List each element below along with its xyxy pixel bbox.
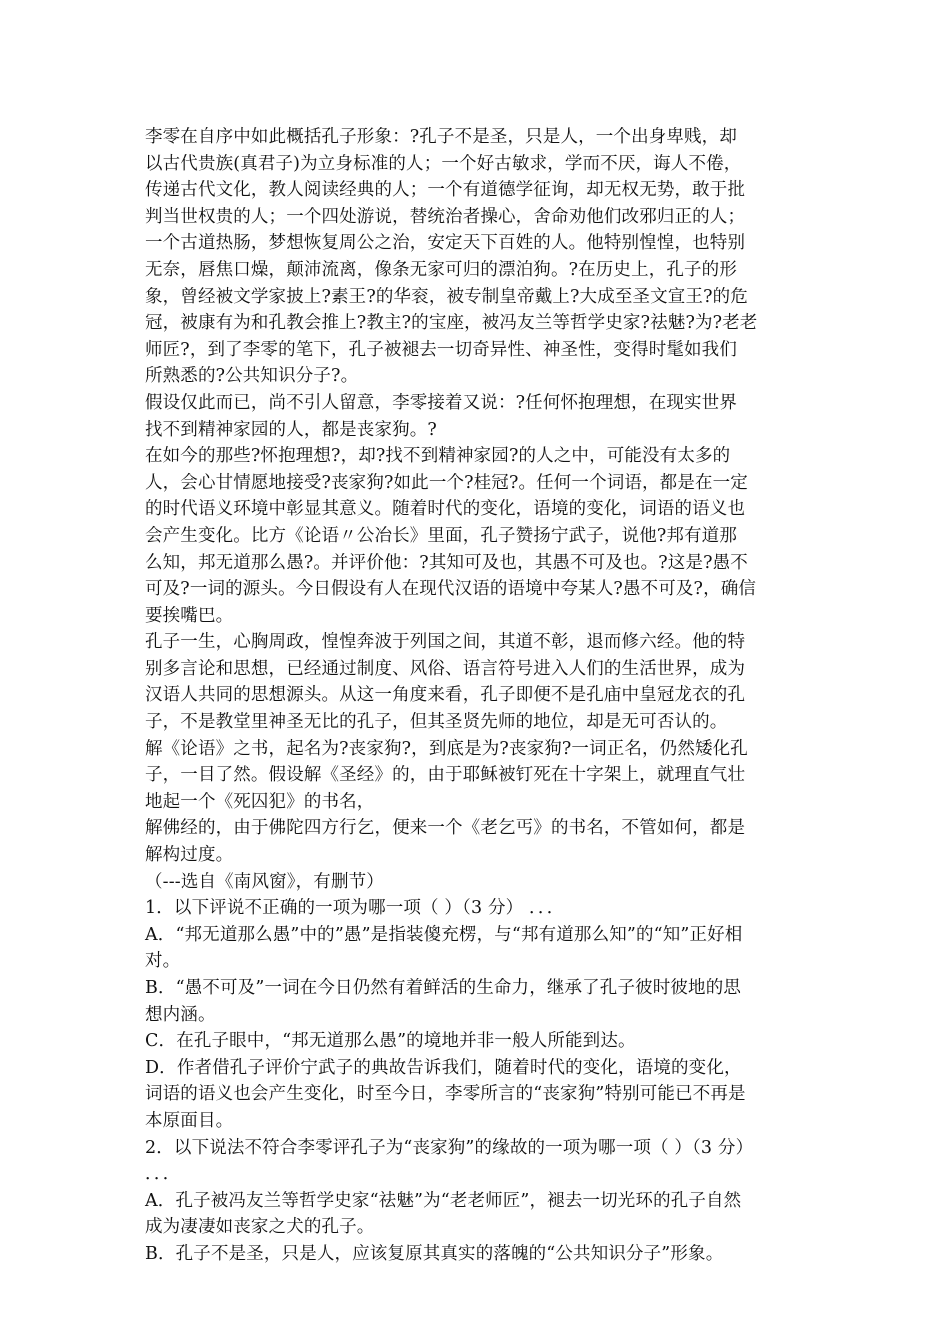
text-line-6: 无奈，唇焦口燥，颠沛流离，像条无家可归的漂泊狗。?在历史上，孔子的形 [145,259,737,280]
text-line-26: 地起一个《死囚犯》的书名， [145,791,375,812]
text-line-1: 李零在自序中如此概括孔子形象：?孔子不是圣，只是人，一个出身卑贱，却 [145,127,737,147]
text-line-7: 象，曾经被文学家披上?素王?的华衮，被专制皇帝戴上?大成至圣文宣王?的危 [145,286,748,307]
question-2: 2．以下说法不符合李零评孔子为“丧家狗”的缘故的一项为哪一项（ ）（3 分） [145,1137,754,1158]
text-line-23: 子，不是教堂里神圣无比的孔子，但其圣贤先师的地位，却是无可否认的。 [145,712,728,733]
text-line-16: 会产生变化。比方《论语〃公冶长》里面，孔子赞扬宁武子，说他?邦有道那 [145,525,737,546]
text-line-24: 解《论语》之书，起名为?丧家狗?，到底是为?丧家狗?一词正名，仍然矮化孔 [145,738,748,759]
q1-option-d-cont-2: 本原面目。 [145,1110,234,1131]
text-line-15: 的时代语义环境中彰显其意义。随着时代的变化，语境的变化，词语的语义也 [145,499,746,520]
document-body [145,124,805,1268]
text-line-27: 解佛经的，由于佛陀四方行乞，便来一个《老乞丐》的书名，不管如何，都是 [145,818,746,839]
text-line-13: 在如今的那些?怀抱理想?，却?找不到精神家园?的人之中，可能没有太多的 [145,446,731,467]
source-note: （---选自《南风窗》，有删节） [145,871,384,892]
q2-option-a-cont: 成为凄凄如丧家之犬的孔子。 [145,1217,375,1238]
text-line-18: 可及?一词的源头。今日假设有人在现代汉语的语境中夸某人?愚不可及?，确信 [145,579,757,600]
text-line-4: 判当世权贵的人；一个四处游说，替统治者操心，舍命劝他们改邪归正的人； [145,206,746,227]
text-line-8: 冠，被康有为和孔教会推上?教主?的宝座，被冯友兰等哲学史家?祛魅?为?老老 [145,313,758,334]
q1-option-b: B．“愚不可及”一词在今日仍然有着鲜活的生命力，继承了孔子彼时彼地的思 [145,978,742,998]
text-line-20: 孔子一生，心胸周政，惶惶奔波于列国之间，其道不彰，退而修六经。他的特 [145,632,746,653]
text-line-12: 找不到精神家园的人，都是丧家狗。? [145,419,437,440]
text-line-17: 么知，邦无道那么愚?。并评价他：?其知可及也，其愚不可及也。?这是?愚不 [145,552,748,573]
q1-option-c: C．在孔子眼中，“邦无道那么愚”的境地并非一般人所能到达。 [145,1031,636,1052]
q1-option-b-cont: 想内涵。 [145,1004,216,1025]
text-line-5: 一个古道热肠，梦想恢复周公之治，安定天下百姓的人。他特别惶惶，也特别 [145,233,746,254]
text-line-10: 所熟悉的?公共知识分子?。 [145,366,359,387]
q1-option-d: D．作者借孔子评价宁武子的典故告诉我们，随着时代的变化，语境的变化， [145,1057,742,1078]
text-line-21: 别多言论和思想，已经通过制度、风俗、语言符号进入人们的生活世界，成为 [145,658,746,679]
q2-option-b: B．孔子不是圣，只是人，应该复原其真实的落魄的“公共知识分子”形象。 [145,1243,724,1264]
text-line-22: 汉语人共同的思想源头。从这一角度来看，孔子即便不是孔庙中皇冠龙衣的孔 [145,685,746,706]
text-line-14: 人，会心甘情愿地接受?丧家狗?如此一个?桂冠?。任何一个词语，都是在一定 [145,472,748,493]
text-line-2: 以古代贵族(真君子)为立身标准的人；一个好古敏求，学而不厌，诲人不倦， [145,153,742,174]
text-line-11: 假设仅此而已，尚不引人留意，李零接着又说：?任何怀抱理想，在现实世界 [145,392,737,413]
q1-option-a-cont: 对。 [145,951,181,972]
text-line-9: 师匠?，到了李零的笔下，孔子被褪去一切奇异性、神圣性，变得时髦如我们 [145,339,737,360]
q1-option-a: A．“邦无道那么愚”中的”愚”是指装傻充楞，与“邦有道那么知”的“知”正好相 [145,924,743,945]
text-line-19: 要挨嘴巴。 [145,605,234,626]
q2-option-a: A．孔子被冯友兰等哲学史家“祛魅”为“老老师匠”，褪去一切光环的孔子自然 [145,1190,742,1211]
text-line-25: 子，一目了然。假设解《圣经》的，由于耶稣被钉死在十字架上，就理直气壮 [145,765,746,786]
q1-option-d-cont-1: 词语的语义也会产生变化，时至今日，李零所言的“丧家狗”特别可能已不再是 [145,1084,746,1105]
text-line-3: 传递古代文化，教人阅读经典的人；一个有道德学征询，却无权无势，敢于批 [145,180,746,201]
text-line-28: 解构过度。 [145,845,234,866]
question-2-cont: ．．． [145,1164,181,1185]
question-1: 1．以下评说不正确的一项为哪一项（ ）（3 分） ．．． [145,898,565,919]
